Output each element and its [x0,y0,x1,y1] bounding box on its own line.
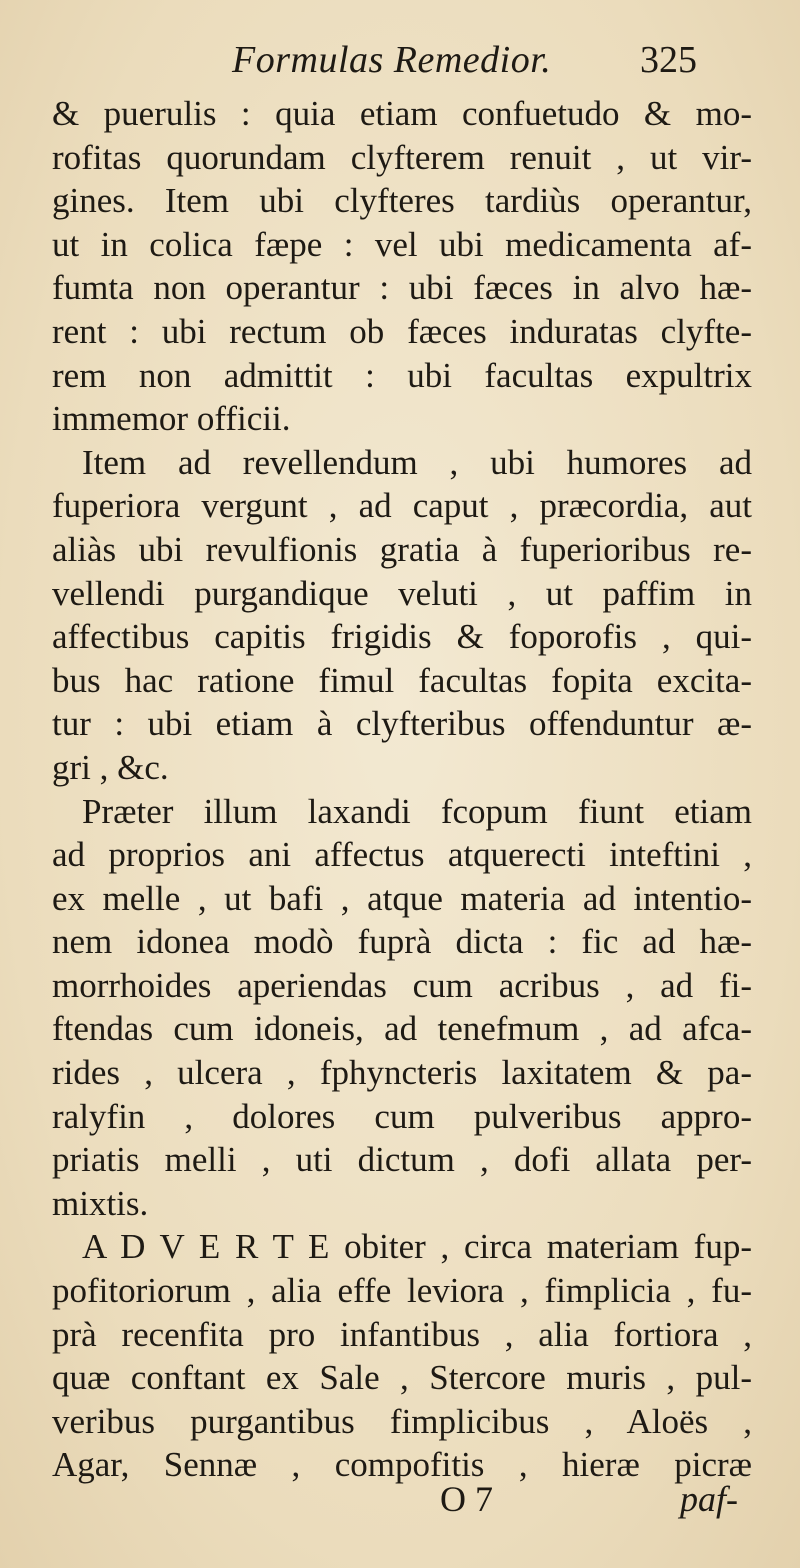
text-line: immemor officii. [52,399,291,439]
text-line: gines. Item ubi clyfteres tardiùs operantur, [52,181,752,221]
text-line: fumta non operantur : ubi fæces in alvo hæ- [52,268,752,308]
text-line: rides , ulcera , fphyncteris laxitatem & pa- [52,1053,752,1093]
text-line: ftendas cum idoneis, ad tenefmum , ad afca- [52,1009,752,1049]
text-line: Item ad revellendum , ubi humores ad [82,442,752,482]
text-line: rent : ubi rectum ob fæces induratas clyfte- [52,311,752,351]
text-line: vellendi purgandique veluti , ut paffim in [52,573,752,613]
page-footer [0,1478,800,1538]
text-line: nem idonea modò fuprà dicta : fic ad hæ- [52,922,752,962]
text-line: Agar, Sennæ , compofitis , hieræ picræ [52,1445,752,1485]
text-line: A D V E R T E obiter , circa materiam fup- [82,1227,752,1267]
page-number: 325 [640,39,697,81]
text-line: ut in colica fæpe : vel ubi medicamenta af- [52,224,752,264]
text-line: gri , &c. [52,747,169,787]
text-line: rem non admittit : ubi facultas expultrix [52,355,752,395]
page-header [0,38,800,98]
text-line: ralyfin , dolores cum pulveribus appro- [52,1096,752,1136]
text-line: bus hac ratione fimul facultas fopita excita- [52,660,752,700]
text-line: priatis melli , uti dictum , dofi allata per- [52,1140,752,1180]
text-line: quæ conftant ex Sale , Stercore muris , pul- [52,1358,752,1398]
text-line: fuperiora vergunt , ad caput , præcordia, aut [52,486,752,526]
catchword: paf- [680,1479,738,1519]
running-head: Formulas Remedior. [232,39,552,81]
body-text [52,92,752,1487]
text-line: aliàs ubi revulfionis gratia à fuperioribus re- [52,529,752,569]
text-line: affectibus capitis frigidis & foporofis , qui- [52,617,752,657]
text-line: Præter illum laxandi fcopum fiunt etiam [82,791,752,831]
text-line: prà recenfita pro infantibus , alia fortiora , [52,1314,752,1354]
text-line: tur : ubi etiam à clyfteribus offenduntur æ- [52,704,752,744]
text-line: morrhoides aperiendas cum acribus , ad fi- [52,965,752,1005]
text-line: & puerulis : quia etiam confuetudo & mo- [52,94,752,133]
signature-mark: O 7 [440,1479,493,1519]
text-line: ex melle , ut bafi , atque materia ad intentio- [52,878,752,918]
text-line: veribus purgantibus fimplicibus , Aloës , [52,1401,752,1441]
text-line: pofitoriorum , alia effe leviora , fimplicia , fu- [52,1271,752,1311]
text-line: ad proprios ani affectus atquerecti inteftini , [52,835,752,875]
text-line: mixtis. [52,1183,149,1223]
text-line: rofitas quorundam clyfterem renuit , ut vir- [52,137,752,177]
